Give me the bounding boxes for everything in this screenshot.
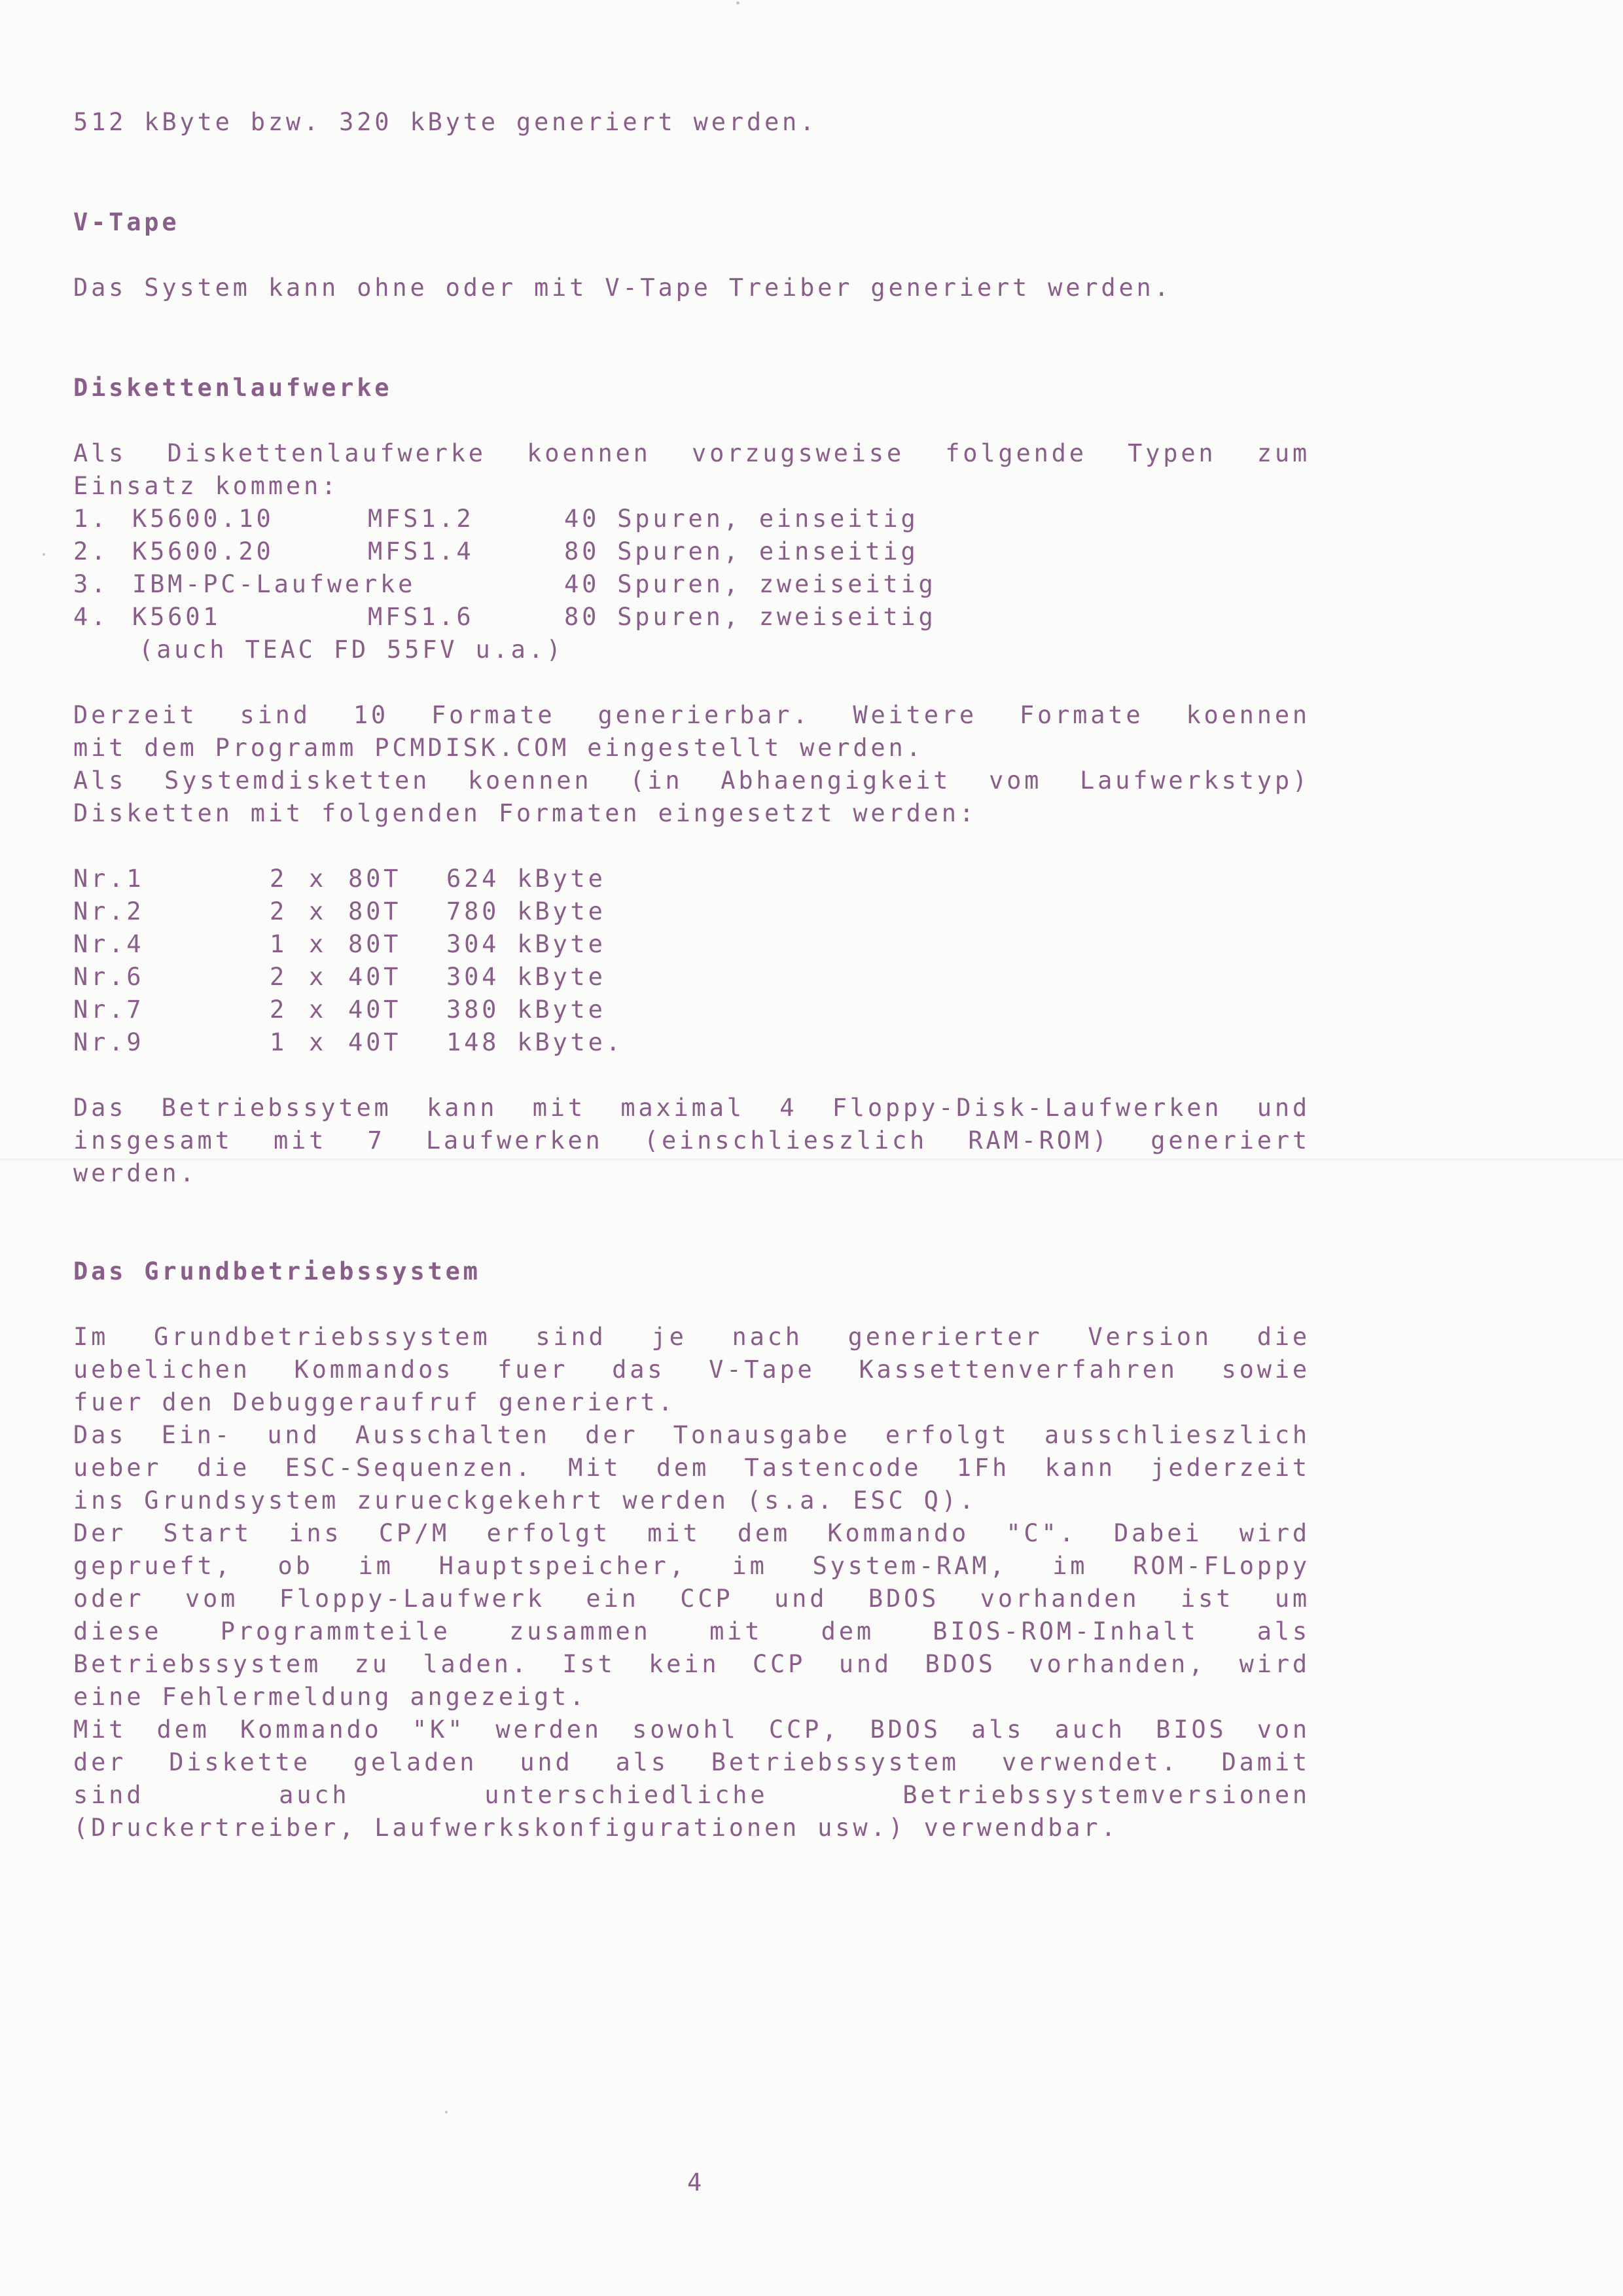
grund-line: eine Fehlermeldung angezeigt. (73, 1683, 588, 1711)
grund-line: Das Ein- und Ausschalten der Tonausgabe erfolgt ausschlieszlich (73, 1421, 1310, 1449)
format-tracks: 40T (348, 963, 402, 991)
section-heading-grund: Das Grundbetriebssystem (73, 1257, 481, 1285)
format-sides: 2 (270, 963, 288, 991)
format-tracks: 80T (348, 865, 402, 893)
drive-nr: 3. (73, 570, 109, 598)
format-nr: Nr.4 (73, 930, 145, 958)
section-heading-vtape: V-Tape (73, 208, 180, 236)
grund-line: diese Programmteile zusammen mit dem BIOS-ROM-Inhalt als (73, 1617, 1310, 1645)
disk-intro-line-2: Einsatz kommen: (73, 472, 340, 500)
drive-nr: 2. (73, 537, 109, 565)
drive-mfs: MFS1.4 (368, 537, 474, 565)
drive-desc: 40 Spuren, zweiseitig (564, 570, 936, 598)
bs-line-1: Das Betriebssytem kann mit maximal 4 Floppy-Disk-Laufwerken und (73, 1094, 1310, 1122)
format-nr: Nr.1 (73, 865, 145, 893)
grund-line: Im Grundbetriebssystem sind je nach generierter Version die (73, 1323, 1310, 1351)
paper-speck (736, 1, 740, 5)
format-size: 624 kByte (446, 865, 606, 893)
format-nr: Nr.6 (73, 963, 145, 991)
format-times: x (309, 897, 327, 925)
format-times: x (309, 1028, 327, 1056)
formats-line-1: Derzeit sind 10 Formate generierbar. Weitere Formate koennen (73, 701, 1310, 729)
vtape-text: Das System kann ohne oder mit V-Tape Treiber generiert werden. (73, 274, 1172, 302)
format-times: x (309, 996, 327, 1024)
grund-line: Mit dem Kommando "K" werden sowohl CCP, BDOS als auch BIOS von (73, 1715, 1310, 1744)
drive-nr: 1. (73, 505, 109, 533)
format-size: 148 kByte. (446, 1028, 624, 1056)
format-sides: 2 (270, 865, 288, 893)
format-nr: Nr.2 (73, 897, 145, 925)
formats-line-3: Als Systemdisketten koennen (in Abhaengigkeit vom Laufwerkstyp) (73, 766, 1310, 795)
drive-note: (auch TEAC FD 55FV u.a.) (139, 636, 564, 664)
formats-line-4: Disketten mit folgenden Formaten eingesetzt werden: (73, 799, 977, 827)
paper-speck (445, 2111, 448, 2113)
format-size: 780 kByte (446, 897, 606, 925)
drive-model: K5600.10 (132, 505, 274, 533)
drive-mfs: MFS1.6 (368, 603, 474, 631)
grund-line: der Diskette geladen und als Betriebssystem verwendet. Damit (73, 1748, 1310, 1776)
grund-line: ins Grundsystem zurueckgekehrt werden (s.a. ESC Q). (73, 1486, 977, 1515)
grund-line: (Druckertreiber, Laufwerkskonfigurationen usw.) verwendbar. (73, 1814, 1119, 1842)
drive-nr: 4. (73, 603, 109, 631)
intro-line: 512 kByte bzw. 320 kByte generiert werden. (73, 108, 818, 136)
bs-line-3: werden. (73, 1159, 198, 1187)
drive-model: IBM-PC-Laufwerke (132, 570, 416, 598)
grund-line: oder vom Floppy-Laufwerk ein CCP und BDOS vorhanden ist um (73, 1585, 1310, 1613)
grund-line: Betriebssystem zu laden. Ist kein CCP und BDOS vorhanden, wird (73, 1650, 1310, 1678)
drive-model: K5601 (132, 603, 221, 631)
grund-line: sind auch unterschiedliche Betriebssystemversionen (73, 1781, 1310, 1809)
drive-model: K5600.20 (132, 537, 274, 565)
format-size: 304 kByte (446, 963, 606, 991)
grund-line: uebelichen Kommandos fuer das V-Tape Kassettenverfahren sowie (73, 1355, 1310, 1384)
drive-desc: 80 Spuren, zweiseitig (564, 603, 936, 631)
drive-desc: 40 Spuren, einseitig (564, 505, 919, 533)
format-tracks: 40T (348, 996, 402, 1024)
format-nr: Nr.7 (73, 996, 145, 1024)
grund-line: fuer den Debuggeraufruf generiert. (73, 1388, 676, 1416)
bs-line-2: insgesamt mit 7 Laufwerken (einschlieszlich RAM-ROM) generiert (73, 1126, 1310, 1155)
format-sides: 1 (270, 930, 288, 958)
format-sides: 2 (270, 996, 288, 1024)
format-times: x (309, 930, 327, 958)
grund-line: Der Start ins CP/M erfolgt mit dem Kommando "C". Dabei wird (73, 1519, 1310, 1547)
format-tracks: 80T (348, 930, 402, 958)
format-times: x (309, 963, 327, 991)
format-size: 380 kByte (446, 996, 606, 1024)
paper-speck (43, 553, 45, 556)
format-sides: 1 (270, 1028, 288, 1056)
drive-mfs: MFS1.2 (368, 505, 474, 533)
format-size: 304 kByte (446, 930, 606, 958)
drive-desc: 80 Spuren, einseitig (564, 537, 919, 565)
grund-line: geprueft, ob im Hauptspeicher, im System-RAM, im ROM-FLoppy (73, 1552, 1310, 1580)
formats-line-2: mit dem Programm PCMDISK.COM eingestellt werden. (73, 734, 924, 762)
format-times: x (309, 865, 327, 893)
disk-intro-line-1: Als Diskettenlaufwerke koennen vorzugsweise folgende Typen zum (73, 439, 1310, 467)
grund-line: ueber die ESC-Sequenzen. Mit dem Tastencode 1Fh kann jederzeit (73, 1454, 1310, 1482)
format-sides: 2 (270, 897, 288, 925)
page-number: 4 (687, 2168, 702, 2197)
section-heading-disk: Diskettenlaufwerke (73, 374, 393, 402)
format-nr: Nr.9 (73, 1028, 145, 1056)
paper-fold (0, 1158, 1623, 1162)
format-tracks: 40T (348, 1028, 402, 1056)
format-tracks: 80T (348, 897, 402, 925)
